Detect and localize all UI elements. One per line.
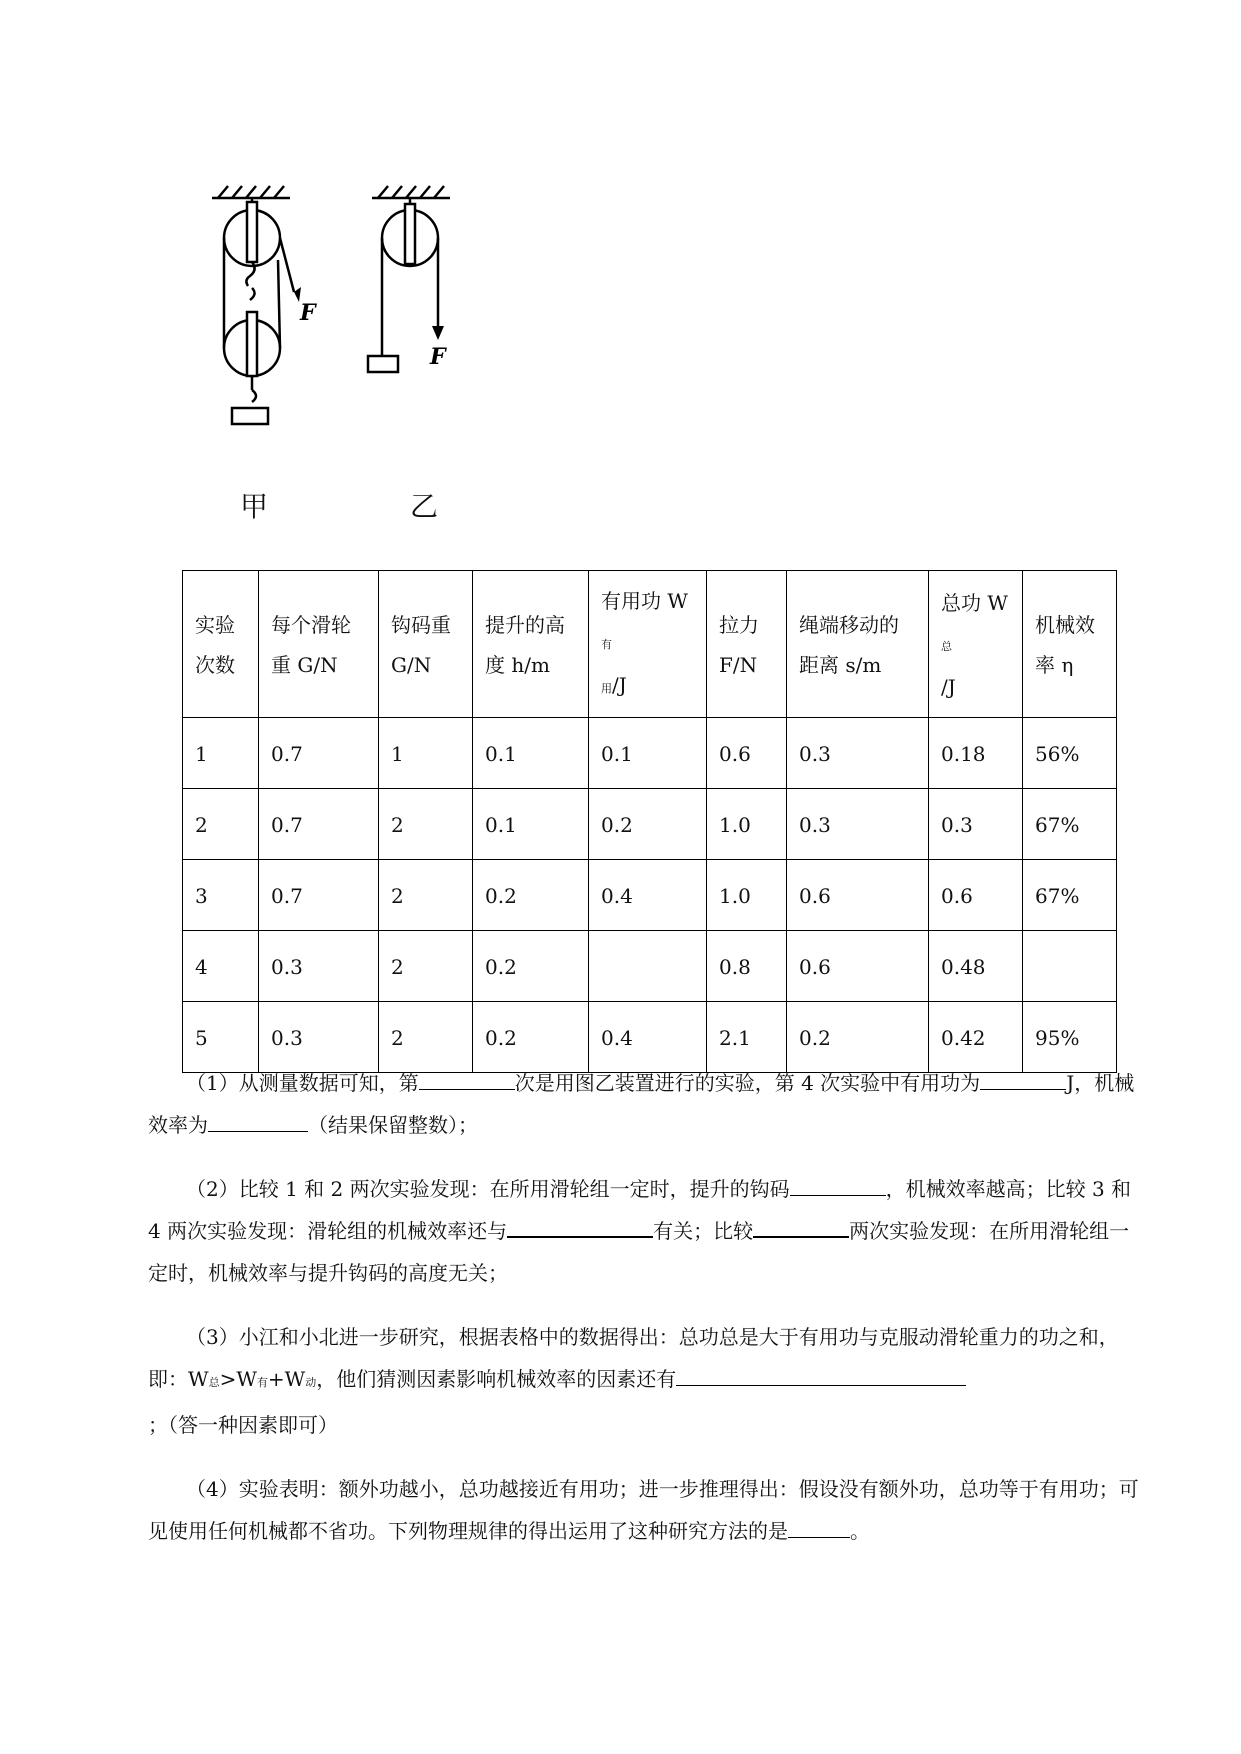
table-cell: 0.1	[473, 718, 589, 789]
force-label-b: F	[430, 344, 446, 370]
table-cell: 0.7	[259, 718, 379, 789]
table-cell: 0.6	[787, 931, 929, 1002]
answer-blank[interactable]	[208, 1105, 308, 1132]
table-cell: 0.4	[589, 860, 707, 931]
table-cell: 0.2	[473, 860, 589, 931]
table-cell: 2	[379, 860, 473, 931]
table-cell-empty	[1023, 931, 1117, 1002]
table-cell: 0.6	[707, 718, 787, 789]
force-label-a: F	[300, 300, 316, 326]
table-cell: 1	[379, 718, 473, 789]
table-cell: 0.2	[589, 789, 707, 860]
table-cell: 0.7	[259, 789, 379, 860]
question-4: （4）实验表明：额外功越小，总功越接近有用功；进一步推理得出：假设没有额外功，总功等于有用功；可见使用任何机械都不省功。下列物理规律的得出运用了这种研究方法的是 。	[148, 1477, 1139, 1543]
header-cell: 有用功 W有 用/J	[589, 571, 707, 718]
question-1: （1）从测量数据可知，第 次是用图乙装置进行的实验，第 4 次实验中有用功为 J，机械效率为 （结果保留整数）；	[148, 1062, 1148, 1146]
answer-blank[interactable]	[788, 1511, 850, 1538]
header-cell: 拉力 F/N	[707, 571, 787, 718]
table-cell: 0.4	[589, 1002, 707, 1073]
table-cell: 0.3	[259, 931, 379, 1002]
table-cell: 2	[183, 789, 259, 860]
table-cell: 0.1	[589, 718, 707, 789]
answer-blank[interactable]	[507, 1210, 653, 1238]
table-cell: 2	[379, 931, 473, 1002]
question-2: （2）比较 1 和 2 两次实验发现：在所用滑轮组一定时，提升的钩码 ，机械效率越高；比较 3 和 4 两次实验发现：滑轮组的机械效率还与 有关；比较 两次实验发现：在所用滑轮组一定时，机械效率与提升钩码的高度无关；	[148, 1168, 1148, 1294]
table-cell: 0.2	[473, 1002, 589, 1073]
table-cell: 4	[183, 931, 259, 1002]
table-cell: 0.7	[259, 860, 379, 931]
table-cell: 2	[379, 1002, 473, 1073]
answer-blank[interactable]	[790, 1169, 886, 1196]
table-cell: 0.3	[259, 1002, 379, 1073]
table-row	[183, 718, 1117, 789]
question-3: （3）小江和小北进一步研究，根据表格中的数据得出：总功总是大于有用功与克服动滑轮重力的功之和，即：W总>W有+W动，他们猜测因素影响机械效率的因素还有；（答一种因素即可）	[148, 1325, 1119, 1437]
table-cell: 1.0	[707, 789, 787, 860]
pulley-figure	[200, 180, 500, 530]
table-cell: 67%	[1023, 860, 1117, 931]
answer-blank[interactable]	[419, 1063, 515, 1090]
table-cell-empty	[589, 931, 707, 1002]
table-cell: 2.1	[707, 1002, 787, 1073]
table-cell: 56%	[1023, 718, 1117, 789]
table-cell: 1	[183, 718, 259, 789]
table-cell: 0.3	[787, 789, 929, 860]
table-cell: 0.6	[929, 860, 1023, 931]
table-cell: 0.18	[929, 718, 1023, 789]
header-cell: 提升的高 度 h/m	[473, 571, 589, 718]
table-cell: 0.8	[707, 931, 787, 1002]
questions	[148, 1062, 1148, 1574]
table-cell: 0.1	[473, 789, 589, 860]
table-row	[183, 931, 1117, 1002]
table-cell: 0.3	[787, 718, 929, 789]
answer-blank[interactable]	[753, 1210, 849, 1238]
table-cell: 67%	[1023, 789, 1117, 860]
pulley-diagram	[200, 180, 500, 530]
table-row	[183, 789, 1117, 860]
figure-label-b: 乙	[410, 490, 439, 523]
table-cell: 0.2	[473, 931, 589, 1002]
table-cell: 1.0	[707, 860, 787, 931]
experiment-table	[182, 570, 1117, 1073]
answer-blank[interactable]	[980, 1063, 1066, 1090]
table-cell: 2	[379, 789, 473, 860]
header-cell: 每个滑轮 重 G/N	[259, 571, 379, 718]
table-cell: 5	[183, 1002, 259, 1073]
table-cell: 95%	[1023, 1002, 1117, 1073]
table-cell: 0.6	[787, 860, 929, 931]
header-cell: 机械效 率 η	[1023, 571, 1117, 718]
figure-label-a: 甲	[240, 490, 269, 523]
header-cell: 钩码重 G/N	[379, 571, 473, 718]
table-cell: 0.2	[787, 1002, 929, 1073]
answer-blank[interactable]	[676, 1359, 966, 1386]
table-cell: 0.42	[929, 1002, 1023, 1073]
header-cell: 绳端移动的 距离 s/m	[787, 571, 929, 718]
header-cell: 总功 W总 /J	[929, 571, 1023, 718]
table-cell: 0.3	[929, 789, 1023, 860]
table-cell: 0.48	[929, 931, 1023, 1002]
table-cell: 3	[183, 860, 259, 931]
table-header-row	[183, 571, 1117, 718]
force-arrow-b	[432, 326, 444, 340]
table-row	[183, 860, 1117, 931]
header-cell: 实验 次数	[183, 571, 259, 718]
